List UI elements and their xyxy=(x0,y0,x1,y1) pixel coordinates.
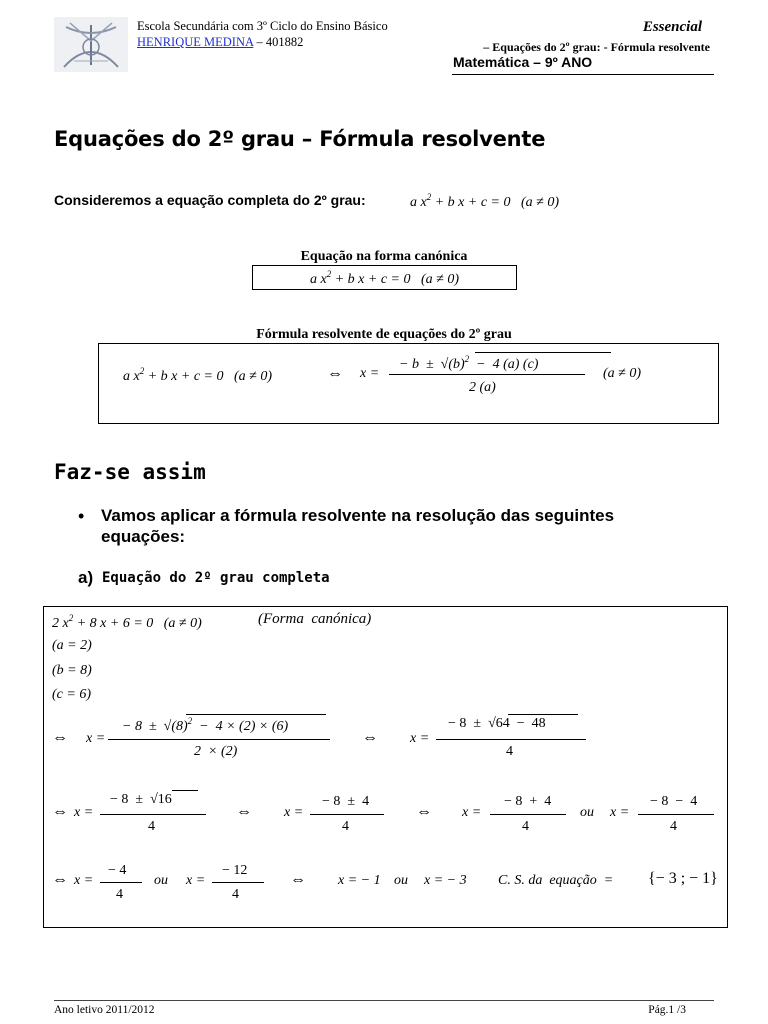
formula-denominator: 2 (a) xyxy=(469,380,496,395)
item-label: Equação do 2º grau completa xyxy=(102,570,330,586)
step1-numerator: − $8 \pm √(8)^2 - 4 \times (2) \times (6)$ xyxy=(122,716,289,734)
equiv-symbol: ⇔ xyxy=(52,803,68,820)
section-heading: Faz-se assim xyxy=(54,460,206,484)
step8-fraction-line xyxy=(212,882,264,883)
equiv-symbol: ⇔ xyxy=(416,803,432,820)
step7-denominator: 4 xyxy=(116,887,123,902)
equiv-symbol: ⇔ xyxy=(362,729,378,746)
step3-numerator: − 8 ± √16 xyxy=(110,792,172,807)
step2-sqrt-bar xyxy=(508,714,578,715)
formula-box xyxy=(98,343,719,424)
x-equals: x = xyxy=(284,805,304,820)
step2-denominator: 4 xyxy=(506,744,513,759)
ou-word: ou xyxy=(580,805,594,820)
subject-grade: Matemática – 9º ANO xyxy=(453,54,593,70)
coef-a: (a = 2) xyxy=(52,638,92,653)
x-equals: x = xyxy=(462,805,482,820)
ou-word: ou xyxy=(394,873,408,888)
formula-numerator: − $b \pm √(b)^2 - 4$ (a) (c) xyxy=(399,354,539,372)
formula-sqrt-bar xyxy=(475,352,611,353)
worked-example-box xyxy=(43,606,728,928)
footer-page-number: Pág.1 /3 xyxy=(648,1004,686,1016)
page-title: Equações do 2º grau – Fórmula resolvente xyxy=(54,127,546,151)
school-name: Escola Secundária com 3º Ciclo do Ensino Básico xyxy=(137,19,388,33)
x-equals: x = xyxy=(610,805,630,820)
item-letter: a) xyxy=(78,568,94,587)
solution-set: {− 3 ; − 1} xyxy=(648,870,718,887)
step4-denominator: 4 xyxy=(342,819,349,834)
root-2: x = − 3 xyxy=(424,873,467,888)
step7-numerator: − 4 xyxy=(108,863,127,878)
formula-fraction-line xyxy=(389,374,585,375)
equiv-symbol: ⇔ xyxy=(290,871,306,888)
x-equals: x = xyxy=(186,873,206,888)
bullet-icon: • xyxy=(78,506,85,526)
intro-text: Consideremos a equação completa do 2º grau: xyxy=(54,192,366,208)
equiv-symbol: ⇔ xyxy=(236,803,252,820)
root-1: x = − 1 xyxy=(338,873,381,888)
step1-denominator: 2 × (2) xyxy=(194,744,238,759)
formula-label: Fórmula resolvente de equações do 2º grau xyxy=(256,327,512,342)
coef-c: (c = 6) xyxy=(52,687,91,702)
equiv-symbol: ⇔ xyxy=(52,871,68,888)
ou-word: ou xyxy=(154,873,168,888)
coef-b: (b = 8) xyxy=(52,663,92,678)
step3-denominator: 4 xyxy=(148,819,155,834)
formula-x-eq: x = xyxy=(360,366,380,381)
step5-numerator: − 8 + 4 xyxy=(504,794,552,809)
work-equation: 2 $x^2 + 8$ x + 6 = 0 (a ≠ 0) xyxy=(52,613,202,631)
step6-denominator: 4 xyxy=(670,819,677,834)
step5-fraction-line xyxy=(490,814,566,815)
step6-fraction-line xyxy=(638,814,714,815)
step8-numerator: − 12 xyxy=(222,863,248,878)
footer-divider xyxy=(54,1000,714,1001)
intro-equation: a $x^2 + b$ x + c = 0 (a ≠ 0) xyxy=(410,192,559,210)
step1-sqrt-bar xyxy=(186,714,326,715)
step6-numerator: − 8 − 4 xyxy=(650,794,698,809)
step4-numerator: − 8 ± 4 xyxy=(322,794,370,809)
bullet-text: Vamos aplicar a fórmula resolvente na resolução das seguintes equações: xyxy=(101,506,615,546)
x-equals: x = xyxy=(74,805,94,820)
formula-condition: (a ≠ 0) xyxy=(603,366,642,381)
header-divider xyxy=(452,74,714,75)
equivalence-symbol: ⇔ xyxy=(327,365,343,382)
step3-sqrt-bar xyxy=(172,790,198,791)
x-equals: x = xyxy=(74,873,94,888)
x-equals: x = xyxy=(86,731,106,746)
document-subtitle: – Equações do 2º grau: - Fórmula resolvente xyxy=(483,40,710,54)
equiv-symbol: ⇔ xyxy=(52,729,68,746)
work-canonical-note: (Forma canónica) xyxy=(258,611,372,627)
step2-numerator: − 8 ± √64 − 48 xyxy=(448,716,546,731)
x-equals: x = xyxy=(410,731,430,746)
step1-fraction-line xyxy=(108,739,330,740)
canonical-label: Equação na forma canónica xyxy=(300,249,468,264)
solution-set-label: C. S. da equação = xyxy=(498,873,614,888)
teacher-line xyxy=(137,34,303,50)
formula-lhs: a $x^2 + b$ x + c = 0 (a ≠ 0) xyxy=(123,366,272,384)
school-emblem-icon xyxy=(54,17,128,72)
step4-fraction-line xyxy=(310,814,384,815)
essencial-label: Essencial xyxy=(642,19,702,35)
step8-denominator: 4 xyxy=(232,887,239,902)
teacher-code: – 401882 xyxy=(253,35,304,49)
teacher-link[interactable]: HENRIQUE MEDINA xyxy=(137,35,254,49)
footer-school-year: Ano letivo 2011/2012 xyxy=(54,1004,155,1016)
step3-fraction-line xyxy=(100,814,206,815)
step2-fraction-line xyxy=(436,739,586,740)
step5-denominator: 4 xyxy=(522,819,529,834)
step7-fraction-line xyxy=(100,882,142,883)
canonical-equation-box: a $x^2 + b$ x + c = 0 (a ≠ 0) xyxy=(252,265,517,290)
